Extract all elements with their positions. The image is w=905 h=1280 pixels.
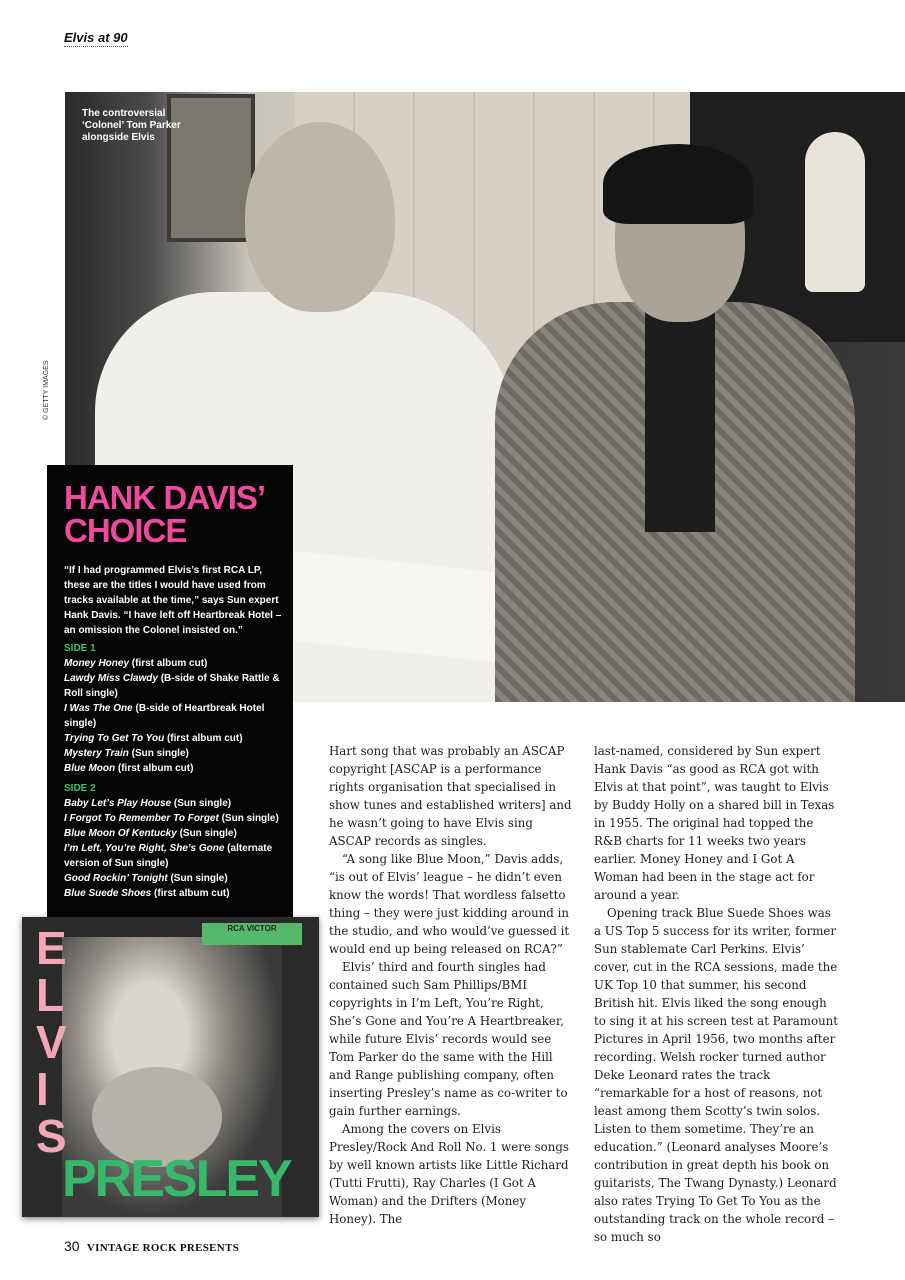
sidebar-title: HANK DAVIS’ CHOICE	[64, 479, 264, 549]
track-item: Baby Let’s Play House (Sun single)	[64, 798, 232, 809]
photo-credit: © GETTY IMAGES	[43, 360, 50, 420]
body-paragraph: Hart song that was probably an ASCAP copyright [ASCAP is a performance rights organisation that specialised in show tunes and established writers] and he wasn’t going to have Elvis sing ASCAP records as singles.	[329, 744, 572, 848]
page-number: 30	[64, 1238, 80, 1254]
body-paragraph: Elvis’ third and fourth singles had contained such Sam Phillips/BMI copyrights in I’m Left, You’re Right, She’s Gone and You’re A Heartbreaker, while future Elvis’ records would see Tom Parker do the same with the Hill and Range publishing company, often inserting Presley’s name as co-writer to gain further earnings.	[329, 960, 568, 1118]
track-item: Blue Moon (first album cut)	[64, 763, 194, 774]
track-item: I Was The One (B-side of Heartbreak Hotel single)	[64, 703, 265, 729]
album-title-presley: PRESLEY	[62, 1150, 291, 1208]
track-item: Money Honey (first album cut)	[64, 658, 208, 669]
track-item: Lawdy Miss Clawdy (B-side of Shake Rattle & Roll single)	[64, 673, 280, 699]
track-item: Blue Moon Of Kentucky (Sun single)	[64, 828, 237, 839]
photo-elvis	[495, 152, 855, 702]
body-paragraph: “A song like Blue Moon,” Davis adds, “is out of Elvis’ league – he didn’t even know the words! That wordless falsetto thing – they were just kidding around in the studio, and who would’ve guessed it would end up being released on RCA?”	[329, 852, 570, 956]
hank-davis-sidebar	[47, 465, 293, 930]
body-column-3	[594, 742, 841, 1246]
magazine-name: VINTAGE ROCK PRESENTS	[86, 1242, 240, 1254]
body-paragraph: Opening track Blue Suede Shoes was a US Top 5 success for its writer, former Sun stablemate Carl Perkins. Elvis’ cover, cut in the RCA sessions, made the UK Top 10 that summer, his second British hit. Elvis liked the song enough to sing it at his screen test at Paramount Pictures in April 1956, two months after recording. Welsh rocker turned author Deke Leonard rates the track “remarkable for a host of reasons, not least among them Scotty’s twin solos. Listen to them sometime. They’re an education.” (Leonard analyses Moore’s contribution in great depth his book on guitarists, The Twang Dynasty.) Leonard also rates Trying To Get To You as the outstanding track on the whole record – so much so	[594, 906, 839, 1244]
side-1-label: SIDE 1	[64, 643, 96, 654]
side-2-list	[64, 781, 282, 901]
track-item: I’m Left, You’re Right, She’s Gone (alternate version of Sun single)	[64, 843, 273, 869]
track-item: Trying To Get To You (first album cut)	[64, 733, 243, 744]
album-rca-label: RCA VICTOR	[202, 923, 302, 945]
photo-caption: The controversial ‘Colonel’ Tom Parker alongside Elvis	[82, 108, 181, 143]
track-item: I Forgot To Remember To Forget (Sun single)	[64, 813, 279, 824]
track-item: Mystery Train (Sun single)	[64, 748, 189, 759]
body-column-2	[329, 742, 576, 1228]
body-paragraph: last-named, considered by Sun expert Hank Davis “as good as RCA got with Elvis at that point”, was taught to Elvis by Buddy Holly on a shared bill in Texas in 1955. The original had topped the R&B charts for 11 weeks two years earlier. Money Honey and I Got A Woman had been in the stage act for around a year.	[594, 744, 835, 902]
album-title-elvis: ELVIS	[36, 922, 67, 1162]
album-cover	[22, 917, 319, 1217]
page-footer	[64, 1238, 239, 1254]
photo-elvis-hair	[603, 144, 753, 224]
sidebar-intro: “If I had programmed Elvis’s first RCA LP, these are the titles I would have used from tracks available at the time,” says Sun expert Hank Davis. “I have left off Heartbreak Hotel – an omission the Colonel insisted on.”	[64, 565, 282, 636]
photo-elvis-shirt	[645, 312, 715, 532]
track-item: Blue Suede Shoes (first album cut)	[64, 888, 230, 899]
photo-parker-head	[245, 122, 395, 312]
side-2-label: SIDE 2	[64, 783, 96, 794]
side-1-list	[64, 641, 282, 776]
section-header: Elvis at 90	[64, 30, 128, 45]
track-item: Good Rockin’ Tonight (Sun single)	[64, 873, 228, 884]
body-paragraph: Among the covers on Elvis Presley/Rock And Roll No. 1 were songs by well known artists like Little Richard (Tutti Frutti), Ray Charles (I Got A Woman) and the Drifters (Money Honey). The	[329, 1122, 569, 1226]
